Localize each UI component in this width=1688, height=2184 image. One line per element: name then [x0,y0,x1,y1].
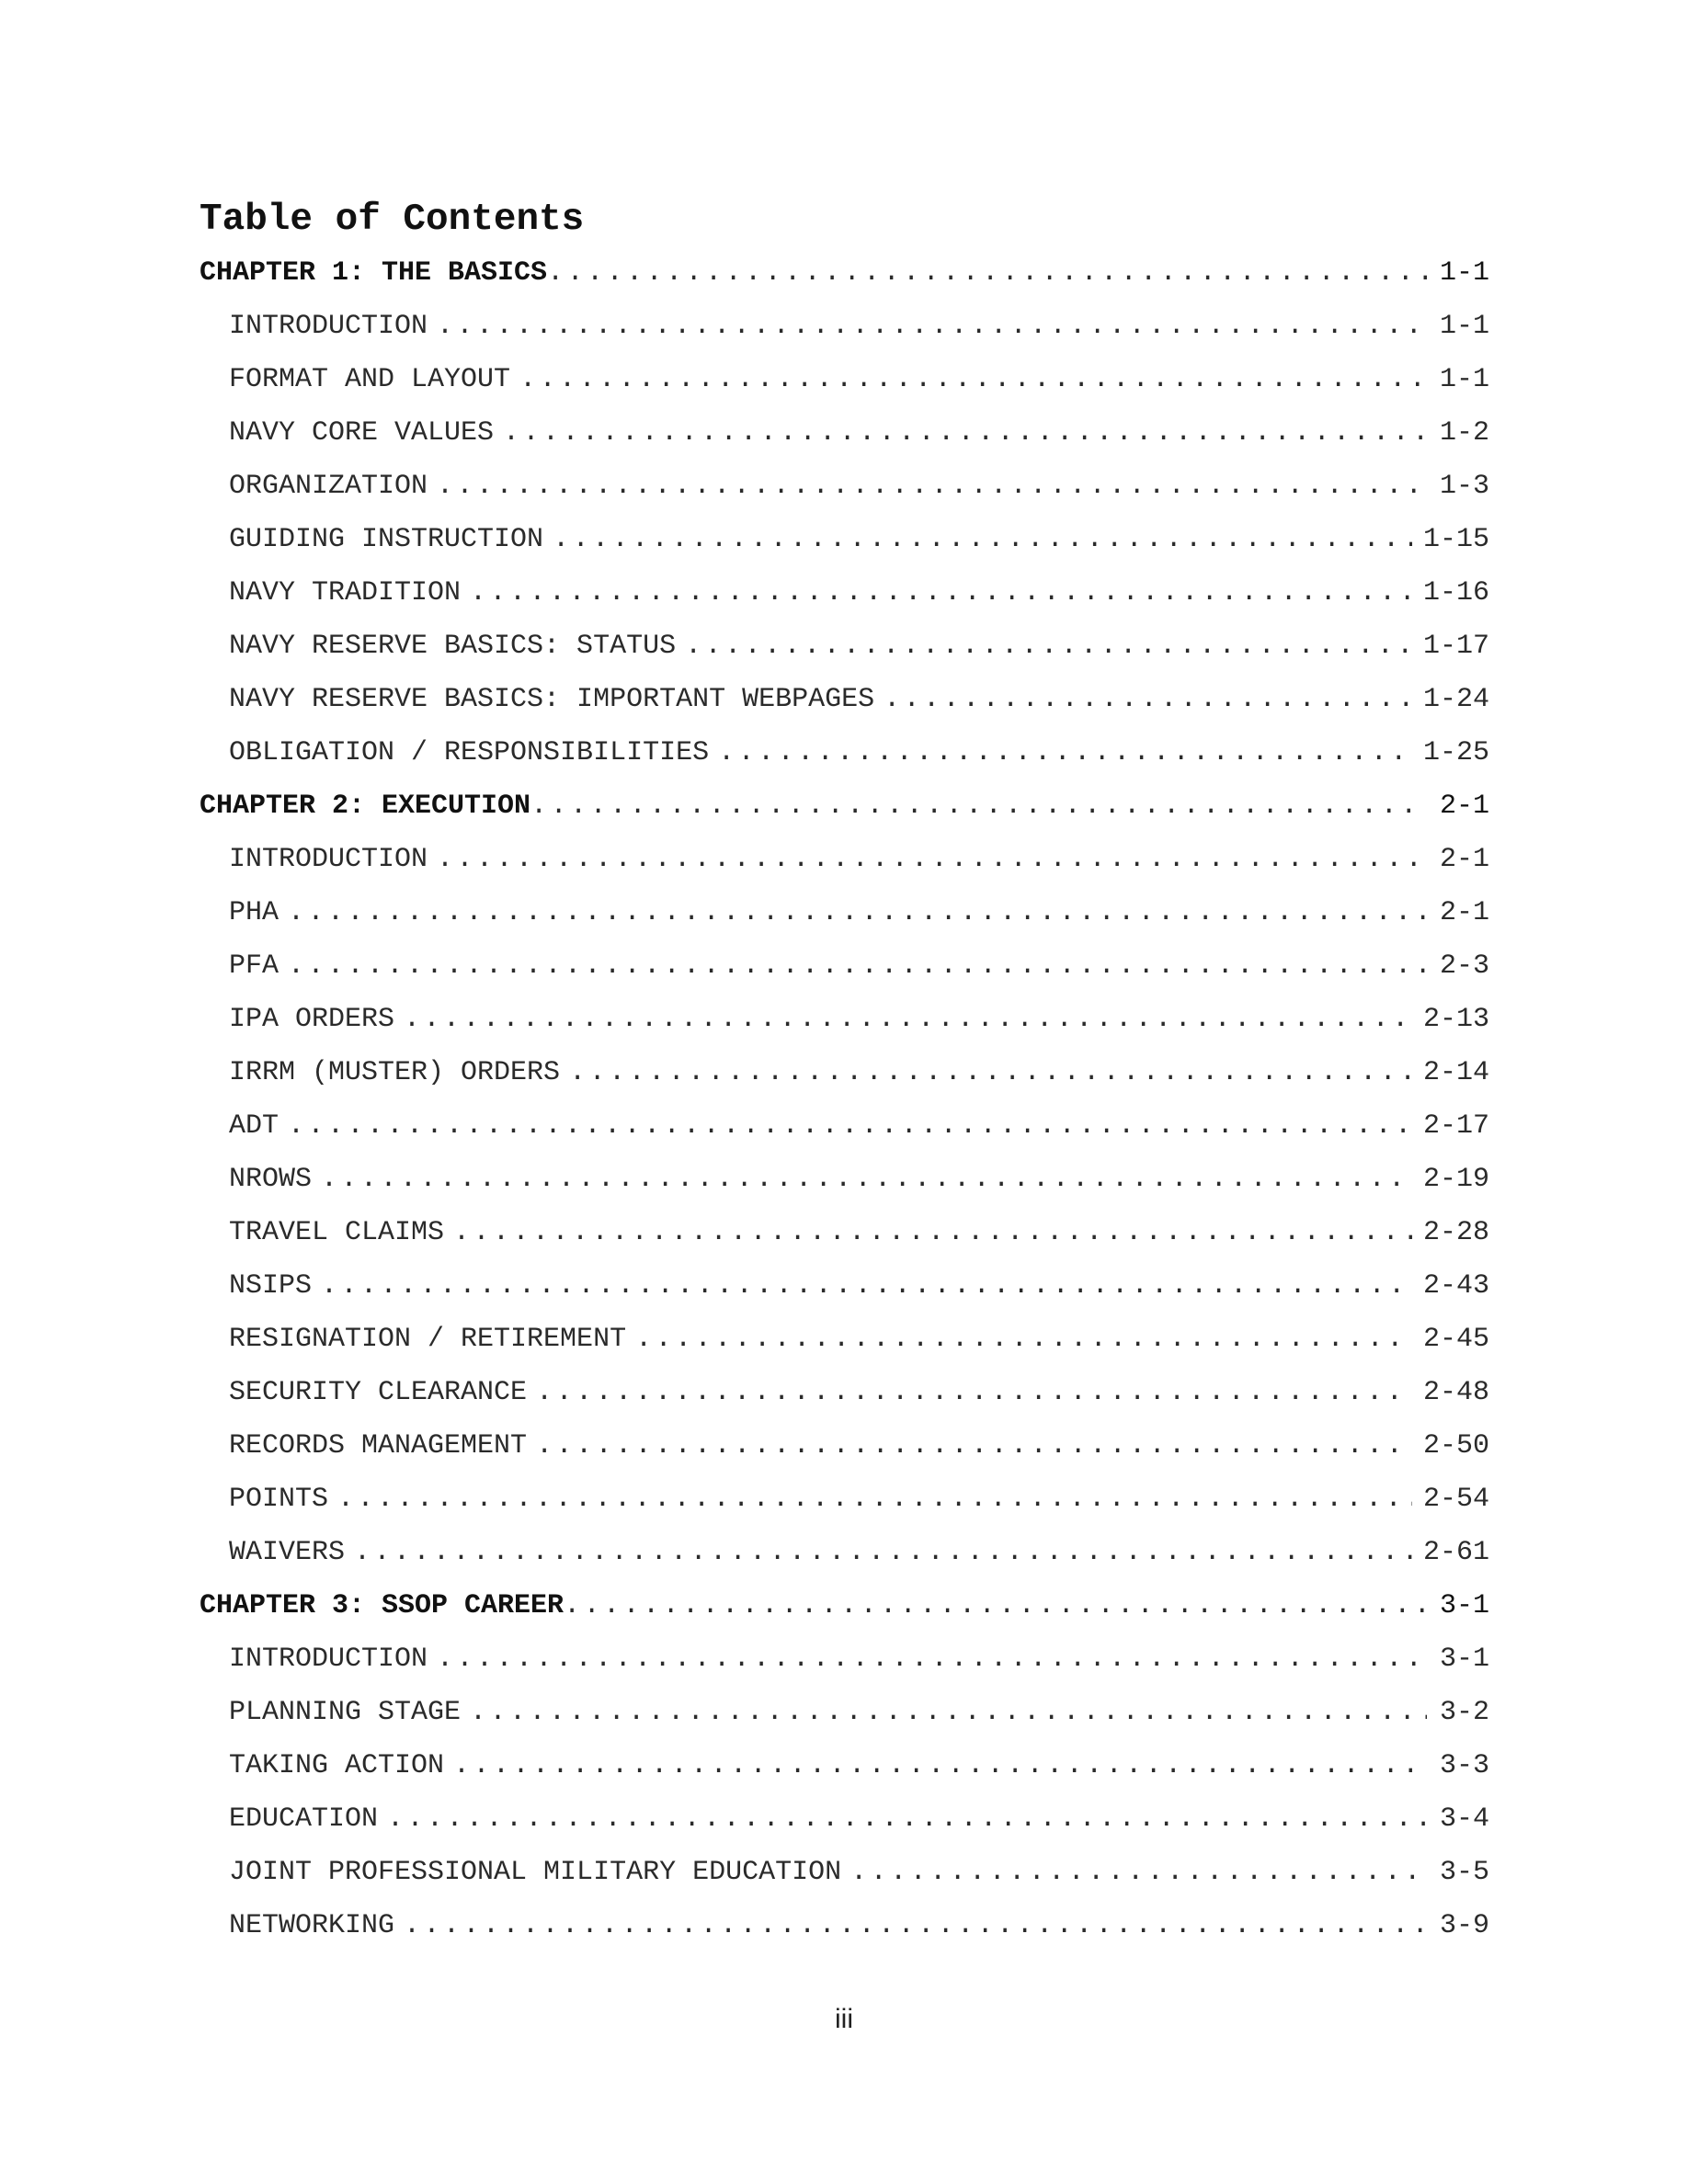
toc-section-entry[interactable] [200,1153,1489,1206]
toc-entry-page: 2-17 [1422,1110,1489,1142]
toc-entry-label: TAKING ACTION [229,1750,445,1781]
toc-section-entry[interactable] [200,886,1489,939]
toc-entry-label: TRAVEL CLAIMS [229,1217,445,1248]
toc-entry-page: 2-61 [1422,1537,1489,1568]
toc-entry-page: 1-15 [1422,524,1489,555]
toc-entry-page: 2-14 [1422,1057,1489,1088]
toc-entry-label: RECORDS MANAGEMENT [229,1430,528,1462]
toc-dot-leader [387,1792,1427,1846]
toc-section-entry[interactable] [200,993,1489,1046]
toc-entry-label: INTRODUCTION [229,1644,428,1675]
toc-section-entry[interactable] [200,1419,1489,1473]
toc-entry-page: 3-2 [1439,1697,1489,1728]
toc-dot-leader [288,1099,1412,1153]
toc-entry-label: CHAPTER 2: EXECUTION [200,791,531,822]
toc-section-entry[interactable] [200,513,1489,566]
toc-entry-page: 2-1 [1439,791,1489,822]
toc-section-entry[interactable] [200,726,1489,779]
toc-section-entry[interactable] [200,460,1489,513]
toc-entry-label: NAVY CORE VALUES [229,417,495,449]
toc-section-entry[interactable] [200,1473,1489,1526]
toc-dot-leader [850,1846,1427,1899]
toc-entry-label: RESIGNATION / RETIREMENT [229,1324,627,1355]
toc-dot-leader [337,1473,1412,1526]
toc-section-entry[interactable] [200,1206,1489,1259]
toc-entry-label: CHAPTER 1: THE BASICS [200,257,548,289]
toc-entry-page: 3-3 [1439,1750,1489,1781]
toc-dot-leader [564,1579,1427,1632]
toc-entry-page: 2-13 [1422,1004,1489,1035]
toc-section-entry[interactable] [200,1792,1489,1846]
toc-section-entry[interactable] [200,1366,1489,1419]
toc-entry-page: 1-3 [1439,471,1489,502]
toc-entry-label: IPA ORDERS [229,1004,395,1035]
page-number: iii [835,2004,853,2034]
toc-entry-page: 1-1 [1439,364,1489,395]
toc-dot-leader [453,1739,1427,1792]
toc-dot-leader [530,779,1427,833]
toc-dot-leader [453,1206,1412,1259]
toc-entry-page: 3-9 [1439,1910,1489,1941]
toc-dot-leader [685,620,1412,673]
toc-section-entry[interactable] [200,1259,1489,1313]
toc-dot-leader [470,566,1412,620]
toc-dot-leader [547,246,1427,300]
toc-section-entry[interactable] [200,620,1489,673]
toc-entry-page: 1-1 [1439,311,1489,342]
toc-dot-leader [437,1632,1427,1686]
toc-chapter-entry[interactable] [200,1579,1489,1632]
toc-entry-label: PFA [229,950,279,982]
toc-dot-leader [569,1046,1412,1099]
toc-entry-label: NAVY RESERVE BASICS: IMPORTANT WEBPAGES [229,684,875,715]
toc-entry-page: 2-45 [1422,1324,1489,1355]
toc-entry-page: 2-54 [1422,1484,1489,1515]
toc-entry-page: 1-25 [1422,737,1489,768]
toc-section-entry[interactable] [200,1846,1489,1899]
toc-dot-leader [437,460,1427,513]
toc-entry-label: GUIDING INSTRUCTION [229,524,544,555]
toc-entry-label: NSIPS [229,1270,313,1302]
toc-section-entry[interactable] [200,566,1489,620]
toc-dot-leader [288,939,1427,993]
toc-dot-leader [635,1313,1412,1366]
toc-entry-page: 2-48 [1422,1377,1489,1408]
toc-section-entry[interactable] [200,1686,1489,1739]
toc-section-entry[interactable] [200,1313,1489,1366]
toc-section-entry[interactable] [200,1046,1489,1099]
toc-entry-page: 2-43 [1422,1270,1489,1302]
toc-entry-page: 1-16 [1422,577,1489,609]
toc-entry-label: SECURITY CLEARANCE [229,1377,528,1408]
toc-dot-leader [288,886,1427,939]
toc-dot-leader [437,300,1427,353]
document-page [200,193,1489,1952]
toc-section-entry[interactable] [200,1526,1489,1579]
toc-entry-page: 2-1 [1439,897,1489,928]
toc-entry-label: WAIVERS [229,1537,346,1568]
toc-dot-leader [553,513,1412,566]
toc-entry-label: EDUCATION [229,1803,379,1835]
toc-entry-label: NAVY RESERVE BASICS: STATUS [229,631,677,662]
toc-entry-page: 3-5 [1439,1857,1489,1888]
toc-entry-label: NAVY TRADITION [229,577,462,609]
toc-entry-label: JOINT PROFESSIONAL MILITARY EDUCATION [229,1857,842,1888]
toc-entry-label: ADT [229,1110,279,1142]
toc-entry-label: PLANNING STAGE [229,1697,462,1728]
toc-list [200,246,1489,1952]
toc-entry-page: 1-2 [1439,417,1489,449]
toc-entry-label: IRRM (MUSTER) ORDERS [229,1057,561,1088]
toc-entry-label: POINTS [229,1484,329,1515]
toc-entry-label: INTRODUCTION [229,844,428,875]
toc-entry-label: ORGANIZATION [229,471,428,502]
toc-section-entry[interactable] [200,406,1489,460]
toc-entry-label: NETWORKING [229,1910,395,1941]
toc-dot-leader [503,406,1427,460]
toc-entry-page: 1-17 [1422,631,1489,662]
toc-entry-page: 3-4 [1439,1803,1489,1835]
toc-entry-page: 2-3 [1439,950,1489,982]
toc-section-entry[interactable] [200,1632,1489,1686]
toc-section-entry[interactable] [200,833,1489,886]
toc-dot-leader [404,1899,1427,1952]
toc-section-entry[interactable] [200,1899,1489,1952]
toc-entry-page: 1-1 [1439,257,1489,289]
toc-dot-leader [354,1526,1412,1579]
toc-dot-leader [470,1686,1427,1739]
toc-dot-leader [536,1366,1412,1419]
toc-entry-page: 2-28 [1422,1217,1489,1248]
toc-section-entry[interactable] [200,673,1489,726]
toc-chapter-entry[interactable] [200,779,1489,833]
toc-entry-page: 2-1 [1439,844,1489,875]
toc-entry-page: 3-1 [1439,1644,1489,1675]
toc-entry-label: NROWS [229,1164,313,1195]
toc-dot-leader [404,993,1412,1046]
toc-dot-leader [536,1419,1412,1473]
toc-entry-page: 2-50 [1422,1430,1489,1462]
toc-dot-leader [519,353,1427,406]
toc-chapter-entry[interactable] [200,246,1489,300]
toc-section-entry[interactable] [200,1099,1489,1153]
toc-dot-leader [321,1153,1412,1206]
toc-section-entry[interactable] [200,353,1489,406]
toc-entry-page: 1-24 [1422,684,1489,715]
toc-entry-page: 2-19 [1422,1164,1489,1195]
toc-entry-page: 3-1 [1439,1590,1489,1621]
toc-section-entry[interactable] [200,300,1489,353]
toc-entry-label: OBLIGATION / RESPONSIBILITIES [229,737,710,768]
toc-dot-leader [321,1259,1412,1313]
toc-dot-leader [718,726,1412,779]
toc-entry-label: PHA [229,897,279,928]
toc-entry-label: CHAPTER 3: SSOP CAREER [200,1590,565,1621]
toc-dot-leader [437,833,1427,886]
toc-section-entry[interactable] [200,939,1489,993]
toc-entry-label: FORMAT AND LAYOUT [229,364,511,395]
toc-dot-leader [884,673,1412,726]
toc-entry-label: INTRODUCTION [229,311,428,342]
toc-title: Table of Contents [200,199,585,241]
toc-section-entry[interactable] [200,1739,1489,1792]
